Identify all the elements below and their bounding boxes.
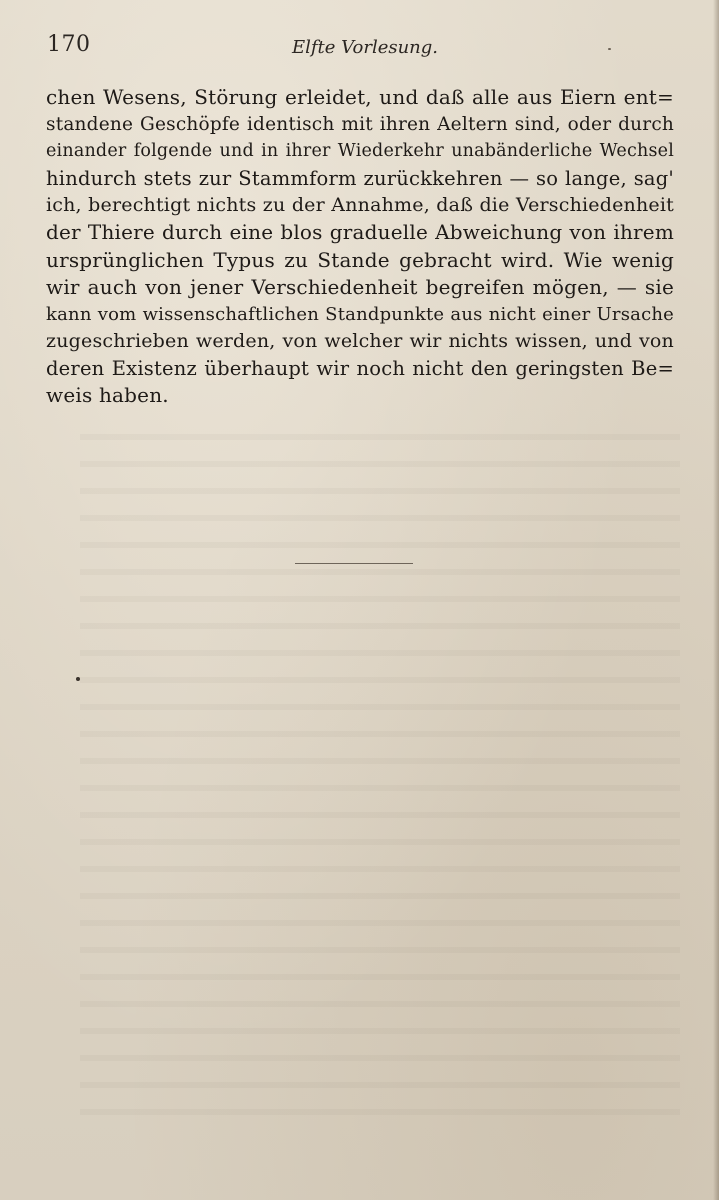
text-line: chen Wesens, Störung erleidet, und daß alle aus Eiern ent= <box>46 85 674 109</box>
text-line: einander folgende und in ihrer Wiederkehr unabänderliche Wechsel <box>46 141 674 162</box>
body-text <box>46 84 674 409</box>
text-line: ich, berechtigt nichts zu der Annahme, daß die Verschiedenheit <box>46 194 674 217</box>
show-through-texture <box>80 420 680 1120</box>
text-line: kann vom wissenschaftlichen Standpunkte aus nicht einer Ursache <box>46 303 674 325</box>
ink-speck <box>76 677 80 681</box>
text-line: wir auch von jener Verschiedenheit begreifen mögen, — sie <box>46 274 674 299</box>
text-line: hindurch stets zur Stammform zurückkehren — so lange, sag' <box>46 167 674 191</box>
text-line: der Thiere durch eine blos graduelle Abweichung von ihrem <box>46 220 674 245</box>
section-divider <box>295 563 413 564</box>
text-line: standene Geschöpfe identisch mit ihren Aeltern sind, oder durch <box>46 114 674 136</box>
ink-speck <box>608 48 611 50</box>
text-line: deren Existenz überhaupt wir noch nicht den geringsten Be= <box>46 356 674 380</box>
page-number: 170 <box>47 32 91 57</box>
running-head: Elfte Vorlesung. <box>291 37 439 58</box>
text-line: ursprünglichen Typus zu Stande gebracht wird. Wie wenig <box>46 247 674 272</box>
page-edge-shadow <box>713 0 719 1200</box>
text-line-last: weis haben. <box>46 383 169 408</box>
text-line: zugeschrieben werden, von welcher wir nichts wissen, und von <box>46 329 674 352</box>
